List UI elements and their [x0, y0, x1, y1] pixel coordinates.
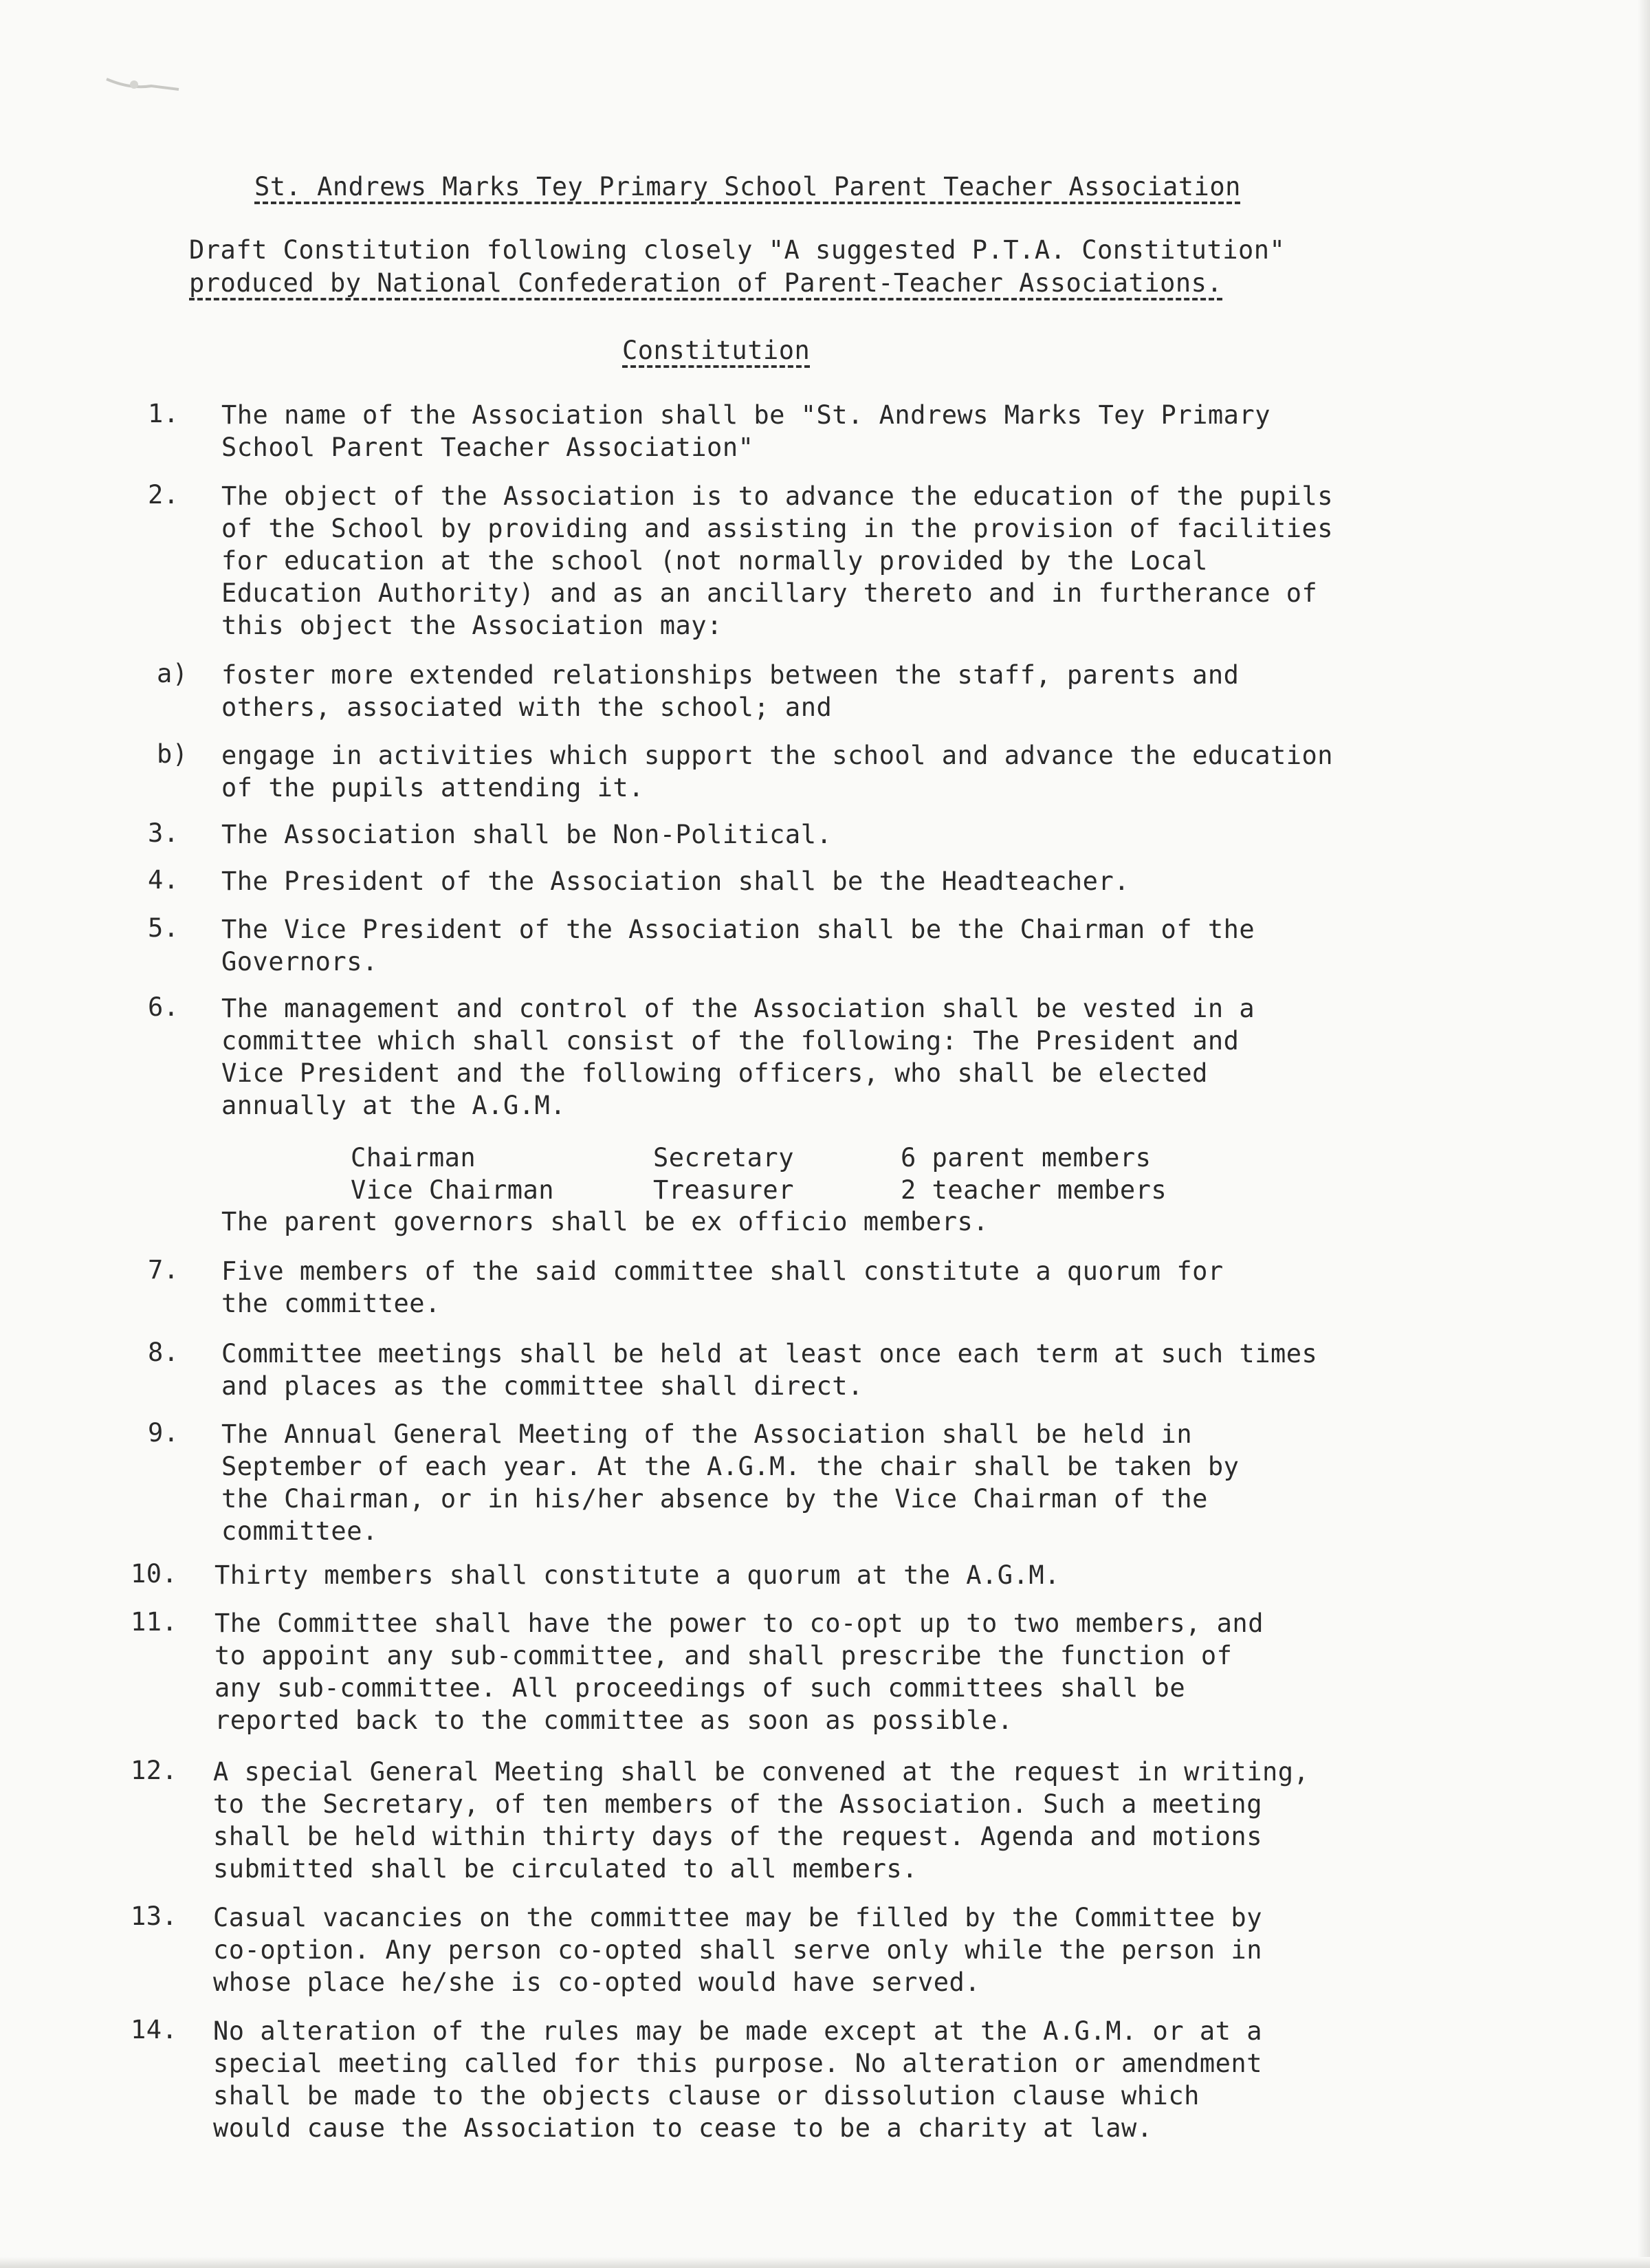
clause-number: 2. — [148, 480, 179, 510]
clause-text: Committee meetings shall be held at least once each term at such times and places as the committee shall direct. — [221, 1339, 1318, 1401]
scan-edge-shadow — [1638, 0, 1650, 2268]
clause-number: 7. — [148, 1255, 179, 1285]
clause-text: The Association shall be Non-Political. — [221, 820, 833, 849]
draft-note — [189, 234, 1285, 300]
clause-text: engage in activities which support the school and advance the education of the pupils attending it. — [221, 741, 1334, 803]
clause-number: 5. — [148, 913, 179, 943]
clause-number: 12. — [131, 1756, 178, 1785]
section-heading: Constitution — [622, 336, 811, 365]
clause-number: a) — [157, 659, 188, 688]
clause-text: Casual vacancies on the committee may be filled by the Committee by co-option. Any person co-opted shall serve only while the person in whose place he/she is co-opted would have served. — [213, 1903, 1262, 1997]
clause-text: Five members of the said committee shall constitute a quorum for the committee. — [221, 1256, 1224, 1318]
officer-role: Chairman — [351, 1143, 476, 1173]
clause-text: No alteration of the rules may be made except at the A.G.M. or at a special meeting called for this purpose. No alteration or amendment shall be made to the objects clause or dissolution clause which would cause the Association to cease to be a charity at law. — [213, 2016, 1262, 2143]
clause-text: The Annual General Meeting of the Association shall be held in September of each year. At the A.G.M. the chair shall be taken by the Chairman, or in his/her absence by the Vice Chairman of the committee. — [221, 1419, 1240, 1546]
officer-role: Treasurer — [653, 1175, 794, 1205]
clause-number: 11. — [131, 1607, 178, 1637]
clause-text: Thirty members shall constitute a quorum at the A.G.M. — [214, 1560, 1060, 1590]
governors-note: The parent governors shall be ex officio members. — [221, 1207, 989, 1236]
clause-number: b) — [157, 739, 188, 769]
clause-text: foster more extended relationships between the staff, parents and others, associated with the school; and — [221, 660, 1240, 722]
clause-text: The President of the Association shall be the Headteacher. — [221, 866, 1130, 896]
clause-number: 8. — [148, 1338, 179, 1367]
clause-number: 1. — [148, 399, 179, 428]
scan-edge-shadow — [0, 2257, 1650, 2268]
clause-number: 3. — [148, 818, 179, 848]
clause-number: 9. — [148, 1418, 179, 1448]
clause-number: 14. — [131, 2015, 178, 2045]
clause-number: 13. — [131, 1901, 178, 1931]
clause-text: The name of the Association shall be "St. Andrews Marks Tey Primary School Parent Teacher Association" — [221, 400, 1270, 462]
clause-text: The Vice President of the Association shall be the Chairman of the Governors. — [221, 915, 1255, 977]
clause-text: The management and control of the Association shall be vested in a committee which shall consist of the following: The President and Vice President and the following officers, who shall be elected annually at the A.G.M. — [221, 994, 1255, 1120]
officer-role: Secretary — [653, 1143, 794, 1173]
officer-role: 2 teacher members — [901, 1175, 1167, 1205]
draft-note-line-1: Draft Constitution following closely "A suggested P.T.A. Constitution" — [189, 235, 1286, 265]
clause-text: A special General Meeting shall be convened at the request in writing, to the Secretary, of ten members of the Association. Such a meeting shall be held within thirty days of the request. Agenda and motions submitted shall be circulated to all members. — [213, 1757, 1310, 1884]
clause-number: 4. — [148, 865, 179, 895]
document-title: St. Andrews Marks Tey Primary School Parent Teacher Association — [254, 172, 1241, 201]
clause-text: The object of the Association is to advance the education of the pupils of the School by providing and assisting in the provision of facilities for education at the school (not normally provided by the Local Education Authority) and as an ancillary thereto and in furtherance of this object the Association may: — [221, 481, 1334, 640]
officer-role: Vice Chairman — [351, 1175, 555, 1205]
clause-number: 10. — [131, 1559, 178, 1589]
staple-mark — [103, 65, 206, 100]
officer-role: 6 parent members — [901, 1143, 1152, 1173]
draft-note-line-2: produced by National Confederation of Parent-Teacher Associations. — [189, 268, 1223, 298]
clause-text: The Committee shall have the power to co-opt up to two members, and to appoint any sub-committee, and shall prescribe the function of any sub-committee. All proceedings of such committees shall be reported back to the committee as soon as possible. — [214, 1609, 1264, 1735]
clause-number: 6. — [148, 992, 179, 1022]
